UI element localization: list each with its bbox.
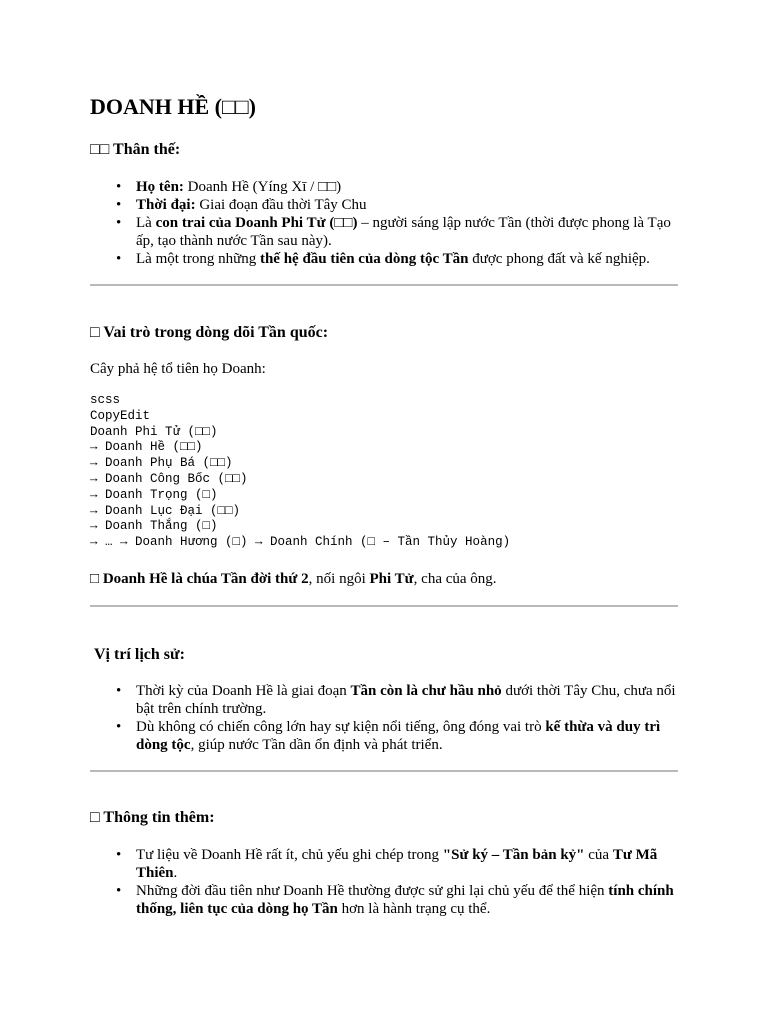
list-item: • Những đời đầu tiên như Doanh Hề thường được sử ghi lại chủ yếu để thể hiện tính chính thống, liên tục của dòng họ Tần hơn là hành trạng cụ thể. <box>90 882 680 918</box>
divider <box>90 770 678 772</box>
divider <box>90 284 678 286</box>
section-heading-label: Vị trí lịch sử: <box>94 646 185 663</box>
code-line: → Doanh Công Bốc (□□) <box>90 471 248 486</box>
section-heading-label: Thân thế: <box>113 141 181 158</box>
placeholder-glyph-icon: □ <box>90 324 100 341</box>
list-item: • Là một trong những thế hệ đầu tiên của dòng tộc Tần được phong đất và kế nghiệp. <box>90 250 680 268</box>
code-block <box>90 393 510 551</box>
vi-tri-list <box>90 682 680 754</box>
placeholder-glyph-icon: □□ <box>90 141 110 158</box>
than-the-list <box>90 178 680 268</box>
list-item: • Thời đại: Giai đoạn đầu thời Tây Chu <box>90 196 680 214</box>
list-item: • Dù không có chiến công lớn hay sự kiện nổi tiếng, ông đóng vai trò kế thừa và duy trì dòng tộc, giúp nước Tần dần ổn định và phát triển. <box>90 718 680 754</box>
section-heading-vi-tri <box>94 645 185 665</box>
list-item: • Thời kỳ của Doanh Hề là giai đoạn Tần còn là chư hầu nhỏ dưới thời Tây Chu, chưa nổi bật trên chính trường. <box>90 682 680 718</box>
code-line: → Doanh Trọng (□) <box>90 487 218 502</box>
page-title: DOANH HỀ (□□) <box>90 94 256 119</box>
section-heading-label: Thông tin thêm: <box>103 809 215 826</box>
thong-tin-list <box>90 846 680 918</box>
list-item: • Là con trai của Doanh Phi Tử (□□) – người sáng lập nước Tần (thời được phong là Tạo ấp, tạo thành nước Tần sau này). <box>90 214 680 250</box>
code-line: → Doanh Thắng (□) <box>90 519 218 534</box>
code-line: → Doanh Lục Đại (□□) <box>90 503 241 518</box>
section-heading-label: Vai trò trong dòng dõi Tần quốc: <box>103 324 329 341</box>
code-line: → … → Doanh Hương (□) → Doanh Chính (□ – Tần Thủy Hoàng) <box>90 535 511 550</box>
list-item: • Tư liệu về Doanh Hề rất ít, chủ yếu ghi chép trong "Sử ký – Tần bản kỷ" của Tư Mã Thiên. <box>90 846 680 882</box>
genealogy-intro: Cây phả hệ tổ tiên họ Doanh: <box>90 361 266 377</box>
placeholder-glyph-icon: □ <box>90 571 100 587</box>
code-line: → Doanh Hề (□□) <box>90 440 203 455</box>
code-language-label: scss <box>90 393 121 407</box>
list-item: • Họ tên: Doanh Hề (Yíng Xī / □□) <box>90 178 680 196</box>
divider <box>90 605 678 607</box>
placeholder-glyph-icon: □ <box>90 809 100 826</box>
section-heading-than-the <box>90 140 180 160</box>
section-heading-vai-tro <box>90 323 328 343</box>
code-line: → Doanh Phụ Bá (□□) <box>90 456 233 471</box>
lineage-note: □ Doanh Hề là chúa Tần đời thứ 2, nối ngôi Phi Tử, cha của ông. <box>90 571 497 587</box>
section-heading-thong-tin <box>90 808 215 828</box>
copy-edit-label: CopyEdit <box>90 408 151 423</box>
code-line: Doanh Phi Tử (□□) <box>90 424 218 439</box>
